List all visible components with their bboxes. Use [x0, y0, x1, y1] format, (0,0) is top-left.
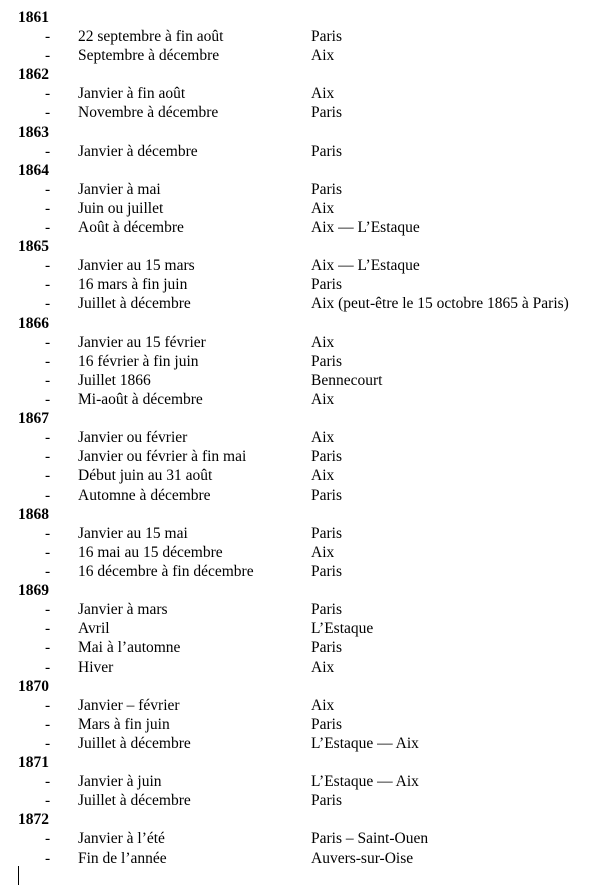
chronology-entry — [0, 734, 613, 753]
list-dash: - — [45, 85, 51, 103]
year-heading: 1866 — [18, 314, 49, 332]
entry-period: Janvier – février — [78, 696, 180, 714]
chronology-entry — [0, 46, 613, 65]
list-dash: - — [45, 352, 51, 370]
entry-place: Paris — [311, 104, 342, 122]
chronology-entry — [0, 696, 613, 715]
entry-period: 22 septembre à fin août — [78, 28, 224, 45]
entry-period: Mi-août à décembre — [78, 390, 203, 408]
entry-place: Paris — [311, 180, 342, 198]
entry-place: Paris — [311, 562, 342, 580]
chronology-entry — [0, 600, 613, 619]
year-heading: 1868 — [18, 505, 49, 523]
entry-period: 16 mai au 15 décembre — [78, 543, 223, 561]
list-dash: - — [45, 199, 51, 217]
chronology-entry — [0, 849, 613, 868]
entry-period: Janvier à l’été — [78, 830, 165, 848]
chronology-entry — [0, 256, 613, 275]
entry-period: Janvier ou février — [78, 429, 188, 447]
entry-period: Septembre à décembre — [78, 47, 220, 65]
entry-period: Janvier ou février à fin mai — [78, 448, 247, 466]
entry-place: Bennecourt — [311, 371, 383, 389]
list-dash: - — [45, 390, 51, 408]
chronology-entry — [0, 466, 613, 485]
year-heading: 1869 — [18, 582, 49, 600]
entry-place: Aix — [311, 429, 335, 447]
list-dash: - — [45, 562, 51, 580]
entry-place: L’Estaque — Aix — [311, 773, 419, 791]
entry-place: L’Estaque — [311, 620, 374, 638]
chronology-entry — [0, 352, 613, 371]
list-dash: - — [45, 333, 51, 351]
year-heading: 1861 — [18, 9, 49, 26]
list-dash: - — [45, 257, 51, 275]
entry-place: Paris — [311, 142, 342, 160]
entry-period: Avril — [78, 620, 110, 638]
chronology-entry — [0, 447, 613, 466]
chronology-entry — [0, 390, 613, 409]
chronology-entry — [0, 772, 613, 791]
list-dash: - — [45, 830, 51, 848]
list-dash: - — [45, 792, 51, 810]
year-heading: 1865 — [18, 238, 49, 256]
entry-period: Janvier à mars — [78, 601, 168, 619]
chronology-entry — [0, 103, 613, 122]
entry-period: 16 mars à fin juin — [78, 276, 188, 294]
chronology-entry — [0, 524, 613, 543]
list-dash: - — [45, 486, 51, 504]
list-dash: - — [45, 715, 51, 733]
entry-place: Paris — [311, 276, 342, 294]
entry-place: Paris — [311, 639, 342, 657]
entry-place: Paris — [311, 524, 342, 542]
entry-period: Août à décembre — [78, 218, 184, 236]
chronology-entry — [0, 486, 613, 505]
entry-period: Automne à décembre — [78, 486, 211, 504]
list-dash: - — [45, 849, 51, 867]
entry-period: Janvier à juin — [78, 773, 162, 791]
chronology-entry — [0, 27, 613, 46]
list-dash: - — [45, 104, 51, 122]
list-dash: - — [45, 180, 51, 198]
chronology-entry — [0, 658, 613, 677]
chronology-entry — [0, 84, 613, 103]
entry-period: Mars à fin juin — [78, 715, 170, 733]
entry-place: Aix — L’Estaque — [311, 257, 420, 275]
entry-place: Paris — [311, 352, 342, 370]
year-heading: 1862 — [18, 66, 49, 84]
entry-period: Juillet à décembre — [78, 734, 191, 752]
list-dash: - — [45, 524, 51, 542]
list-dash: - — [45, 543, 51, 561]
entry-place: Aix — [311, 467, 335, 485]
entry-period: Juillet à décembre — [78, 792, 191, 810]
list-dash: - — [45, 773, 51, 791]
list-dash: - — [45, 658, 51, 676]
chronology-entry — [0, 371, 613, 390]
entry-place: Aix — [311, 85, 335, 103]
entry-period: Fin de l’année — [78, 849, 167, 867]
entry-period: Janvier au 15 février — [78, 333, 206, 351]
list-dash: - — [45, 28, 51, 45]
year-heading: 1863 — [18, 123, 49, 141]
chronology-entry — [0, 333, 613, 352]
list-dash: - — [45, 47, 51, 65]
year-heading: 1871 — [18, 754, 49, 772]
entry-period: Juin ou juillet — [78, 199, 164, 217]
entry-place: Paris — [311, 448, 342, 466]
entry-place: Auvers-sur-Oise — [311, 849, 414, 867]
year-heading: 1867 — [18, 410, 49, 428]
year-heading: 1870 — [18, 677, 49, 695]
list-dash: - — [45, 467, 51, 485]
entry-place: Aix — L’Estaque — [311, 218, 420, 236]
entry-period: 16 février à fin juin — [78, 352, 199, 370]
text-cursor — [18, 866, 19, 885]
entry-place: Aix — [311, 390, 335, 408]
chronology-entry — [0, 829, 613, 848]
chronology-entry — [0, 715, 613, 734]
entry-place: Aix (peut-être le 15 octobre 1865 à Paris) — [311, 295, 569, 313]
entry-place: Paris — [311, 792, 342, 810]
entry-place: Paris – Saint-Ouen — [311, 830, 429, 848]
chronology-entry — [0, 562, 613, 581]
list-dash: - — [45, 734, 51, 752]
chronology-entry — [0, 142, 613, 161]
entry-period: Janvier au 15 mai — [78, 524, 188, 542]
chronology-entry — [0, 619, 613, 638]
entry-place: Paris — [311, 601, 342, 619]
entry-period: Juillet 1866 — [78, 371, 151, 389]
chronology-entry — [0, 428, 613, 447]
entry-period: Janvier à décembre — [78, 142, 198, 160]
entry-place: Aix — [311, 47, 335, 65]
entry-period: Mai à l’automne — [78, 639, 181, 657]
entry-place: Aix — [311, 199, 335, 217]
entry-period: Juillet à décembre — [78, 295, 191, 313]
chronology-entry — [0, 218, 613, 237]
list-dash: - — [45, 276, 51, 294]
chronology-document — [0, 8, 613, 868]
entry-place: Paris — [311, 486, 342, 504]
entry-period: Janvier à mai — [78, 180, 161, 198]
list-dash: - — [45, 295, 51, 313]
year-heading: 1864 — [18, 161, 49, 179]
entry-period: Hiver — [78, 658, 114, 676]
entry-period: Novembre à décembre — [78, 104, 219, 122]
chronology-entry — [0, 275, 613, 294]
list-dash: - — [45, 448, 51, 466]
entry-place: Aix — [311, 333, 335, 351]
chronology-entry — [0, 638, 613, 657]
entry-place: Aix — [311, 543, 335, 561]
list-dash: - — [45, 639, 51, 657]
entry-place: Aix — [311, 658, 335, 676]
list-dash: - — [45, 218, 51, 236]
list-dash: - — [45, 601, 51, 619]
entry-place: L’Estaque — Aix — [311, 734, 419, 752]
chronology-entry — [0, 199, 613, 218]
chronology-entry — [0, 791, 613, 810]
list-dash: - — [45, 429, 51, 447]
entry-place: Paris — [311, 715, 342, 733]
entry-period: 16 décembre à fin décembre — [78, 562, 254, 580]
list-dash: - — [45, 696, 51, 714]
entry-period: Janvier à fin août — [78, 85, 186, 103]
chronology-entry — [0, 180, 613, 199]
chronology-entry — [0, 543, 613, 562]
list-dash: - — [45, 142, 51, 160]
chronology-entry — [0, 294, 613, 313]
year-heading: 1872 — [18, 811, 49, 829]
entry-place: Aix — [311, 696, 335, 714]
entry-place: Paris — [311, 28, 342, 45]
list-dash: - — [45, 371, 51, 389]
list-dash: - — [45, 620, 51, 638]
entry-period: Début juin au 31 août — [78, 467, 213, 485]
entry-period: Janvier au 15 mars — [78, 257, 195, 275]
